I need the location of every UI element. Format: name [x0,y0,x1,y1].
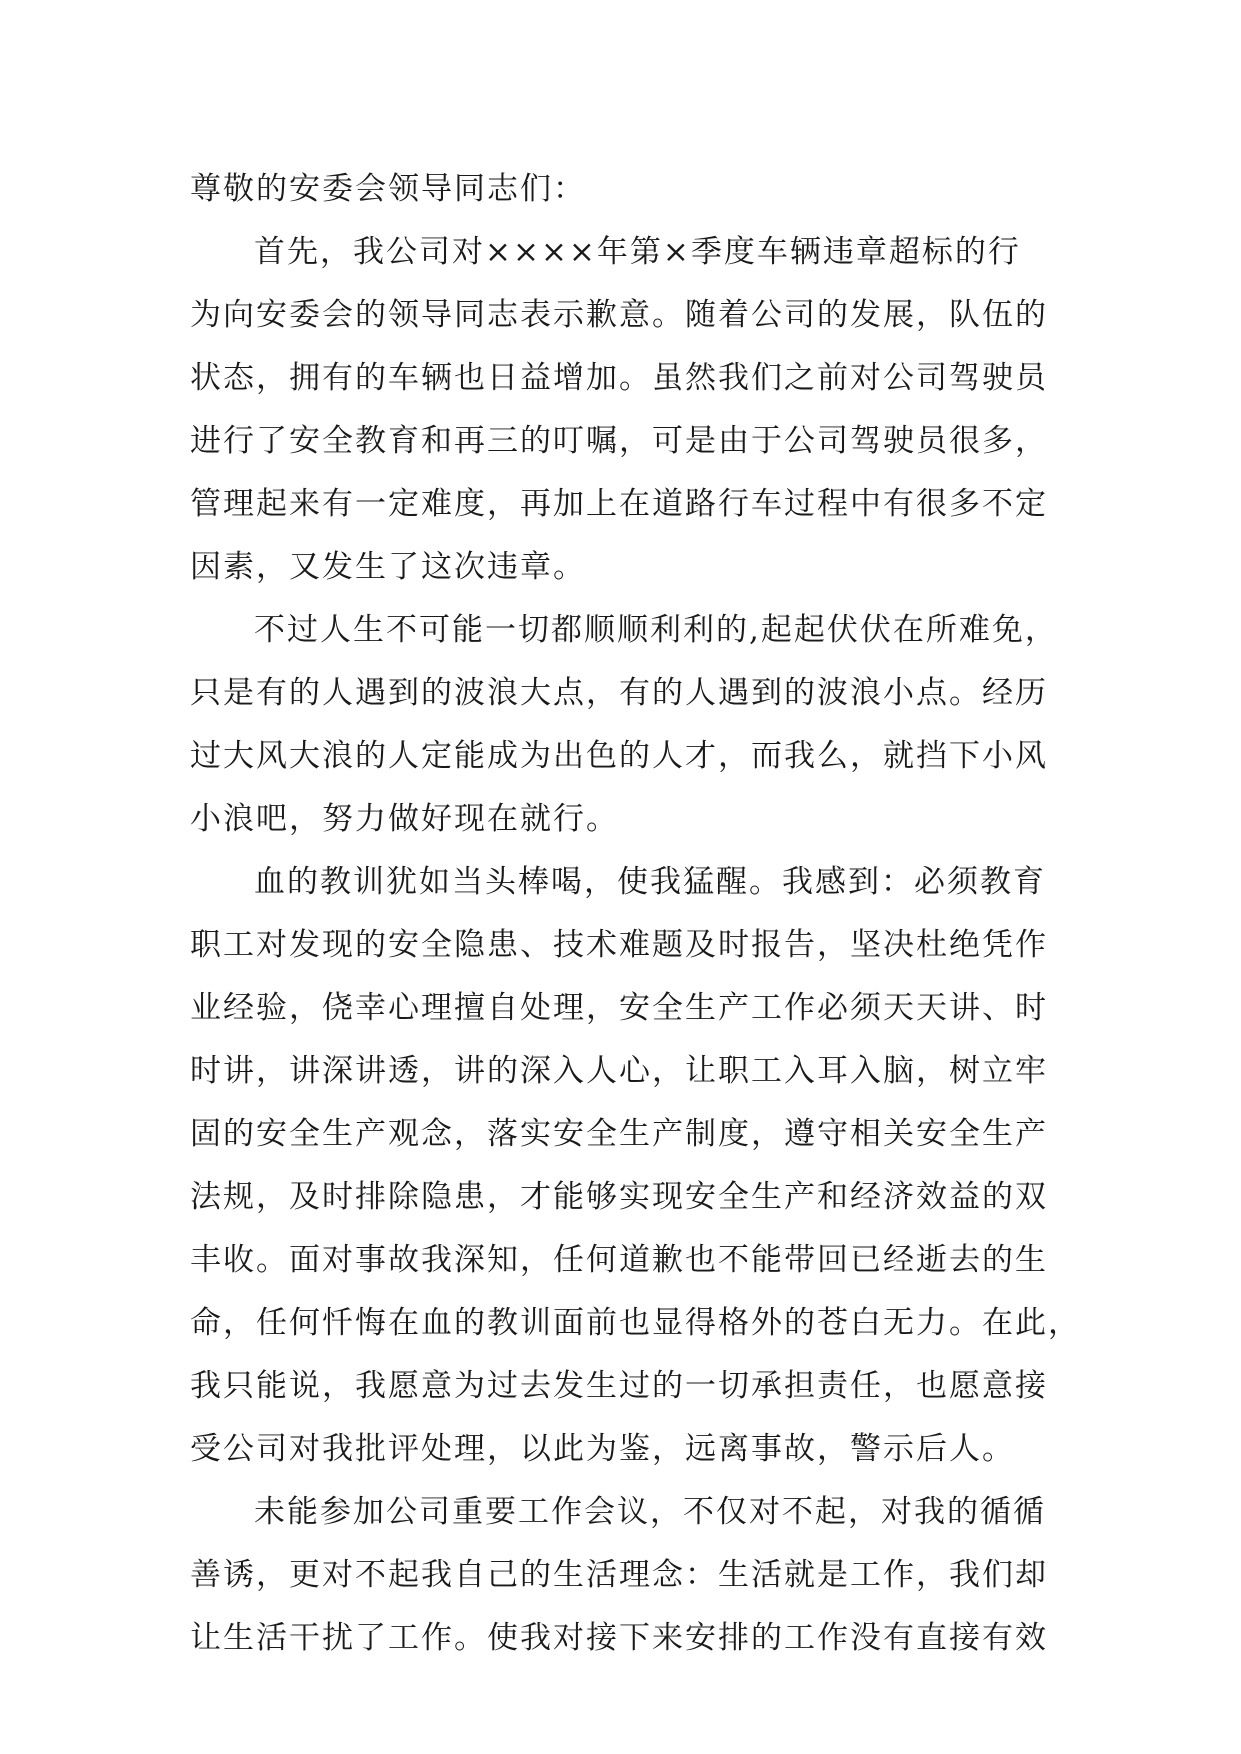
paragraph-2-line-1: 不过人生不可能一切都顺顺利利的,起起伏伏在所难免， [254,612,1058,648]
paragraph-4-line-1: 未能参加公司重要工作会议，不仅对不起，对我的循循 [254,1494,1046,1530]
paragraph-3-line-6: 法规，及时排除隐患，才能够实现安全生产和经济效益的双 [190,1179,1048,1215]
paragraph-3-line-4: 时讲，讲深讲透，讲的深入人心，让职工入耳入脑，树立牢 [190,1053,1048,1089]
paragraph-4-line-2: 善诱，更对不起我自己的生活理念：生活就是工作，我们却 [190,1557,1048,1593]
paragraph-3-line-8: 命，任何忏悔在血的教训面前也显得格外的苍白无力。在此， [190,1305,1081,1341]
document-body [190,158,1081,1670]
paragraph-3-line-9: 我只能说，我愿意为过去发生过的一切承担责任，也愿意接 [190,1368,1048,1404]
paragraph-3-line-10: 受公司对我批评处理，以此为鉴，远离事故，警示后人。 [190,1431,1015,1467]
paragraph-4-line-3: 让生活干扰了工作。使我对接下来安排的工作没有直接有效 [190,1620,1048,1656]
paragraph-1-line-5: 管理起来有一定难度，再加上在道路行车过程中有很多不定 [190,486,1048,522]
paragraph-3-line-5: 固的安全生产观念，落实安全生产制度，遵守相关安全生产 [190,1116,1048,1152]
paragraph-2-line-2: 只是有的人遇到的波浪大点，有的人遇到的波浪小点。经历 [190,675,1048,711]
paragraph-3-line-2: 职工对发现的安全隐患、技术难题及时报告，坚决杜绝凭作 [190,927,1048,963]
paragraph-3-line-1: 血的教训犹如当头棒喝，使我猛醒。我感到：必须教育 [254,864,1046,900]
greeting-line: 尊敬的安委会领导同志们： [190,171,586,207]
paragraph-1-line-2: 为向安委会的领导同志表示歉意。随着公司的发展，队伍的 [190,297,1048,333]
paragraph-1-line-4: 进行了安全教育和再三的叮嘱，可是由于公司驾驶员很多， [190,423,1048,459]
paragraph-1-line-3: 状态，拥有的车辆也日益增加。虽然我们之前对公司驾驶员 [190,360,1048,396]
paragraph-3-line-3: 业经验，侥幸心理擅自处理，安全生产工作必须天天讲、时 [190,990,1048,1026]
paragraph-1-line-6: 因素，又发生了这次违章。 [190,549,586,585]
paragraph-3-line-7: 丰收。面对事故我深知，任何道歉也不能带回已经逝去的生 [190,1242,1048,1278]
paragraph-2-line-4: 小浪吧，努力做好现在就行。 [190,801,619,837]
paragraph-2-line-3: 过大风大浪的人定能成为出色的人才，而我么，就挡下小风 [190,738,1048,774]
paragraph-1-line-1: 首先，我公司对××××年第×季度车辆违章超标的行 [254,234,1021,270]
